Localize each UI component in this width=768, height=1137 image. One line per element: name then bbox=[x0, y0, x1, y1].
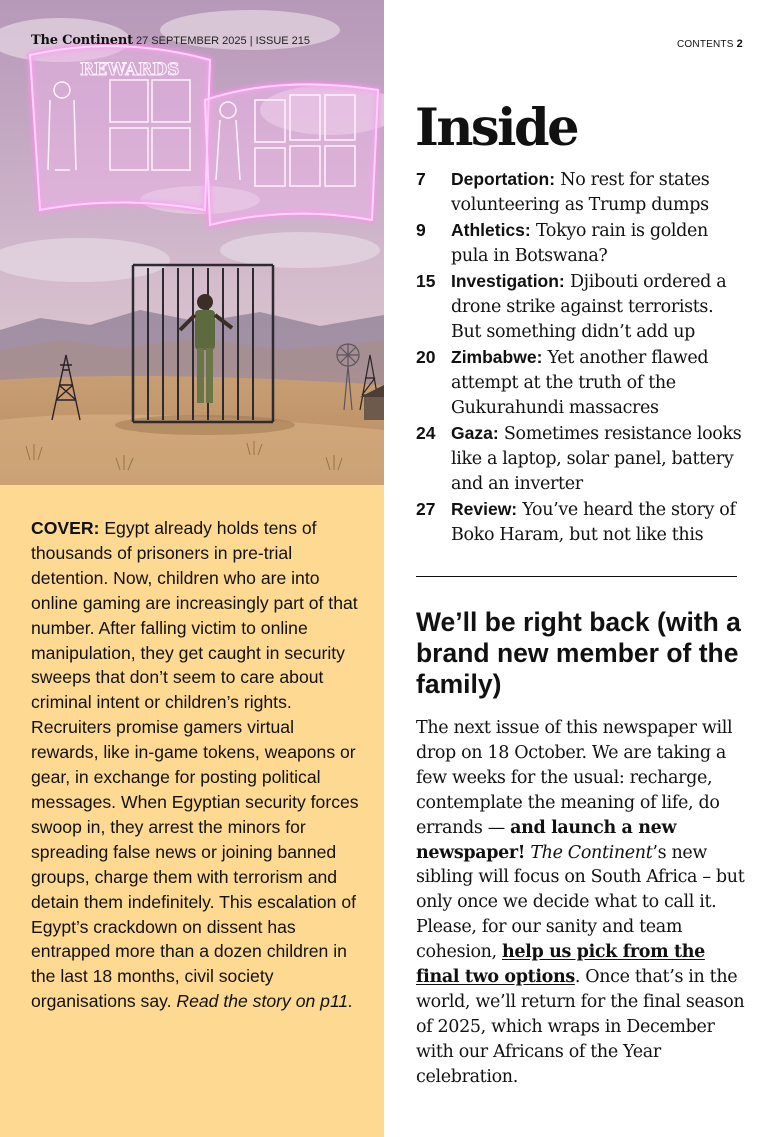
toc-item[interactable] bbox=[416, 497, 746, 548]
brand-name: The Continent bbox=[31, 33, 133, 48]
toc-item[interactable] bbox=[416, 269, 746, 345]
back-article bbox=[416, 716, 751, 1090]
page-label bbox=[677, 38, 743, 50]
divider bbox=[416, 576, 737, 577]
back-bold: and launch a new newspaper! bbox=[416, 817, 677, 863]
toc-text: Tokyo rain is golden pula in Botswana? bbox=[451, 221, 708, 266]
cover-lead: COVER: bbox=[31, 518, 100, 538]
toc-text: Djibouti ordered a drone strike against terrorists. But something didn’t add up bbox=[451, 272, 727, 342]
back-headline: We’ll be right back (with a brand new member of the family) bbox=[416, 607, 741, 699]
read-more-link[interactable]: Read the story on p11. bbox=[176, 991, 354, 1012]
date-issue: 27 SEPTEMBER 2025 | ISSUE 215 bbox=[135, 35, 311, 47]
toc-text: Yet another flawed attempt at the truth of the Gukurahundi massacres bbox=[451, 348, 709, 418]
toc-page: 7 bbox=[416, 169, 426, 189]
toc-section: Investigation: bbox=[451, 271, 565, 291]
toc-page: 15 bbox=[416, 271, 436, 291]
back-p1: The next issue of this newspaper will drop on 18 October. We are taking a few weeks for the usual: recharge, contemplate the meaning of life, do errands — bbox=[416, 718, 733, 838]
rewards-sign: REWARDS bbox=[80, 60, 180, 80]
back-p2: ’s new sibling will focus on South Africa – but only once we decide what to call it. Please, for our sanity and team cohesion, bbox=[416, 842, 745, 963]
toc-section: Athletics: bbox=[451, 220, 531, 240]
toc-section: Gaza: bbox=[451, 423, 499, 443]
cover-body: Egypt already holds tens of thousands of prisoners in pre-trial detention. Now, children who are into online gaming are increasingly part of that number. After falling victim to online manipulation, they get caught in security sweeps that don’t seem to care about criminal intent or children’s rights. Recruiters promise gamers virtual rewards, like in-game tokens, weapons or gear, in exchange for posting political messages. When Egyptian security forces swoop in, they arrest the minors for spreading false news or joining banned groups, charge them with terrorism and detain them indefinitely. This escalation of Egypt’s crackdown on dissent has entrapped more than a dozen children in the last 18 months, civil society organisations say. bbox=[31, 518, 359, 1012]
page-label-text: CONTENTS bbox=[677, 39, 734, 50]
toc-item[interactable] bbox=[416, 218, 746, 269]
masthead bbox=[31, 33, 310, 48]
toc-text: Sometimes resistance looks like a laptop, solar panel, battery and an inverter bbox=[451, 424, 742, 494]
toc-section: Review: bbox=[451, 499, 518, 519]
back-p3: . Once that’s in the world, we’ll return for the final season of 2025, which wraps in December with our Africans of the Year celebration. bbox=[416, 967, 745, 1087]
table-of-contents bbox=[416, 167, 746, 548]
toc-item[interactable] bbox=[416, 345, 746, 421]
inside-title: Inside bbox=[415, 98, 578, 158]
toc-text: You’ve heard the story of Boko Haram, but not like this bbox=[451, 500, 736, 545]
toc-text: No rest for states volunteering as Trump dumps bbox=[451, 170, 710, 215]
back-italic: The Continent bbox=[530, 842, 653, 863]
toc-item[interactable] bbox=[416, 167, 746, 218]
vote-link[interactable]: help us pick from the final two options bbox=[416, 942, 705, 988]
cover-caption bbox=[31, 516, 361, 1014]
page-number: 2 bbox=[736, 38, 743, 50]
toc-page: 9 bbox=[416, 220, 426, 240]
cover-illustration[interactable] bbox=[0, 0, 384, 485]
toc-section: Zimbabwe: bbox=[451, 347, 543, 367]
toc-section: Deportation: bbox=[451, 169, 556, 189]
toc-page: 27 bbox=[416, 499, 436, 519]
toc-page: 24 bbox=[416, 423, 436, 443]
toc-item[interactable] bbox=[416, 421, 746, 497]
toc-page: 20 bbox=[416, 347, 436, 367]
